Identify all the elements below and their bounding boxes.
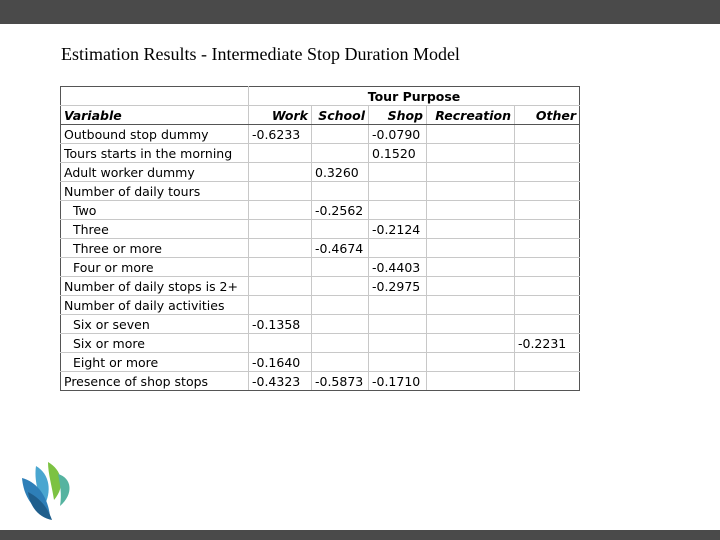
- coef-other: -0.2231: [515, 334, 580, 353]
- coef-other: [515, 220, 580, 239]
- variable-label: Six or seven: [61, 315, 249, 334]
- coef-work: [249, 201, 312, 220]
- coef-school: -0.2562: [312, 201, 369, 220]
- coef-recreation: [427, 220, 515, 239]
- coef-school: [312, 182, 369, 201]
- coef-other: [515, 372, 580, 391]
- variable-label: Number of daily activities: [61, 296, 249, 315]
- coef-school: [312, 334, 369, 353]
- coef-work: [249, 163, 312, 182]
- coef-school: [312, 144, 369, 163]
- table-row: [61, 277, 580, 296]
- coef-other: [515, 296, 580, 315]
- coef-shop: [369, 315, 427, 334]
- col-header-shop: Shop: [369, 106, 427, 125]
- coef-school: -0.5873: [312, 372, 369, 391]
- coef-shop: -0.4403: [369, 258, 427, 277]
- coef-work: [249, 239, 312, 258]
- coef-work: -0.1640: [249, 353, 312, 372]
- top-bar: [0, 0, 720, 24]
- col-header-work: Work: [249, 106, 312, 125]
- variable-label: Four or more: [61, 258, 249, 277]
- coef-work: -0.1358: [249, 315, 312, 334]
- coef-shop: [369, 201, 427, 220]
- slide-title: Estimation Results - Intermediate Stop Duration Model: [61, 44, 460, 64]
- table-body: [61, 125, 580, 391]
- coef-school: -0.4674: [312, 239, 369, 258]
- variable-label: Number of daily stops is 2+: [61, 277, 249, 296]
- variable-label: Outbound stop dummy: [61, 125, 249, 144]
- coef-school: 0.3260: [312, 163, 369, 182]
- table-row: [61, 296, 580, 315]
- results-table: [60, 86, 580, 391]
- coef-work: [249, 334, 312, 353]
- coef-school: [312, 277, 369, 296]
- col-header-variable: Variable: [61, 106, 249, 125]
- coef-work: -0.6233: [249, 125, 312, 144]
- coef-shop: [369, 163, 427, 182]
- coef-shop: [369, 353, 427, 372]
- coef-shop: -0.1710: [369, 372, 427, 391]
- table-row: [61, 239, 580, 258]
- coef-other: [515, 277, 580, 296]
- table-row: [61, 258, 580, 277]
- table-row: [61, 353, 580, 372]
- variable-label: Presence of shop stops: [61, 372, 249, 391]
- coef-recreation: [427, 182, 515, 201]
- col-header-recreation: Recreation: [427, 106, 515, 125]
- coef-other: [515, 239, 580, 258]
- coef-other: [515, 258, 580, 277]
- coef-shop: 0.1520: [369, 144, 427, 163]
- table-row: [61, 334, 580, 353]
- coef-other: [515, 201, 580, 220]
- coef-school: [312, 296, 369, 315]
- coef-shop: -0.2124: [369, 220, 427, 239]
- col-header-school: School: [312, 106, 369, 125]
- coef-work: [249, 144, 312, 163]
- table-row: [61, 125, 580, 144]
- coef-recreation: [427, 258, 515, 277]
- table-row: [61, 220, 580, 239]
- coef-other: [515, 144, 580, 163]
- coef-work: [249, 220, 312, 239]
- coef-school: [312, 315, 369, 334]
- table-row: [61, 315, 580, 334]
- coef-recreation: [427, 353, 515, 372]
- coef-work: [249, 296, 312, 315]
- coef-work: -0.4323: [249, 372, 312, 391]
- coef-recreation: [427, 125, 515, 144]
- column-header-row: [61, 106, 580, 125]
- coef-other: [515, 315, 580, 334]
- coef-other: [515, 125, 580, 144]
- coef-recreation: [427, 163, 515, 182]
- coef-recreation: [427, 296, 515, 315]
- coef-shop: [369, 182, 427, 201]
- header-blank-cell: [61, 87, 249, 106]
- coef-recreation: [427, 144, 515, 163]
- variable-label: Number of daily tours: [61, 182, 249, 201]
- table-row: [61, 144, 580, 163]
- variable-label: Two: [61, 201, 249, 220]
- table-row: [61, 372, 580, 391]
- coef-recreation: [427, 334, 515, 353]
- table-row: [61, 201, 580, 220]
- variable-label: Three or more: [61, 239, 249, 258]
- col-header-other: Other: [515, 106, 580, 125]
- coef-school: [312, 353, 369, 372]
- coef-shop: [369, 296, 427, 315]
- variable-label: Eight or more: [61, 353, 249, 372]
- tour-purpose-header: Tour Purpose: [249, 87, 580, 106]
- bottom-bar: [0, 530, 720, 540]
- coef-work: [249, 277, 312, 296]
- coef-recreation: [427, 277, 515, 296]
- coef-shop: -0.2975: [369, 277, 427, 296]
- coef-recreation: [427, 239, 515, 258]
- coef-school: [312, 125, 369, 144]
- coef-shop: -0.0790: [369, 125, 427, 144]
- coef-shop: [369, 239, 427, 258]
- variable-label: Six or more: [61, 334, 249, 353]
- logo-leaf-green: [48, 462, 61, 500]
- coef-school: [312, 258, 369, 277]
- variable-label: Three: [61, 220, 249, 239]
- variable-label: Tours starts in the morning: [61, 144, 249, 163]
- company-logo: [18, 460, 74, 522]
- coef-work: [249, 258, 312, 277]
- group-header-row: [61, 87, 580, 106]
- variable-label: Adult worker dummy: [61, 163, 249, 182]
- coef-other: [515, 163, 580, 182]
- coef-other: [515, 182, 580, 201]
- coef-school: [312, 220, 369, 239]
- coef-work: [249, 182, 312, 201]
- coef-recreation: [427, 315, 515, 334]
- coef-recreation: [427, 372, 515, 391]
- coef-other: [515, 353, 580, 372]
- coef-shop: [369, 334, 427, 353]
- table-row: [61, 182, 580, 201]
- table-row: [61, 163, 580, 182]
- coef-recreation: [427, 201, 515, 220]
